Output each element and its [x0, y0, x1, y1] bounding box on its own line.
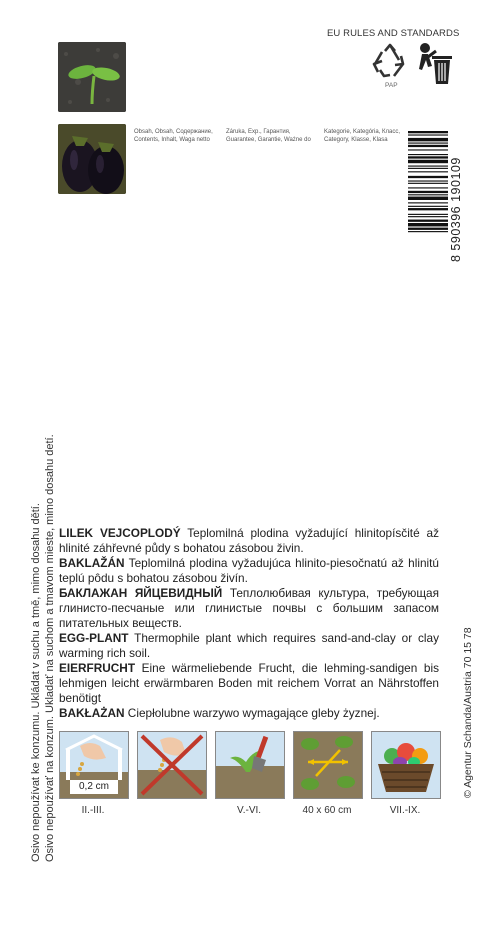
barcode-bar	[408, 149, 448, 150]
barcode-bar	[408, 168, 448, 169]
barcode-bar	[408, 160, 448, 163]
description-de: EIERFRUCHT Eine wärmeliebende Frucht, die lehming-sandigen bis lehmigen leicht erwärmbaren Boden mit reichem Vorrat an Nährstoffen benötigt	[59, 661, 439, 705]
harvest-basket-icon	[371, 731, 441, 799]
description-sk: BAKLAŽÁN Teplomilná plodina vyžadujúca hlinito-piesočnatú až hlinitú teplú pôdu s bohatou zásobou živín.	[59, 556, 439, 585]
sowing-indoors-icon	[59, 731, 129, 799]
barcode-bar	[408, 194, 448, 195]
sowing-months: II.-III.	[81, 805, 105, 816]
description-en: EGG-PLANT Thermophile plant which requires sand-and-clay or clay warming rich soil.	[59, 631, 439, 660]
barcode-bar	[408, 143, 448, 144]
barcode-number: 8 590396 190109	[449, 157, 463, 262]
barcode-bar	[408, 138, 448, 141]
barcode-bar	[408, 231, 448, 232]
barcode-bar	[408, 154, 448, 155]
barcode-bar	[408, 187, 448, 188]
publisher-note: © Agentur Schanda/Austria 70 15 78	[462, 627, 474, 798]
barcode-bar	[408, 176, 448, 178]
barcode-bar	[408, 134, 448, 135]
barcode-bar	[408, 202, 448, 203]
description-pl: BAKŁAŻAN Ciepłolubne warzywo wymagające gleby żyznej.	[59, 706, 380, 720]
eu-rules-title: EU RULES AND STANDARDS	[327, 28, 460, 39]
spacing-label: 40 x 60 cm	[302, 805, 352, 816]
barcode-bar	[408, 228, 448, 230]
barcode-bar	[408, 183, 448, 184]
guarantee-label: Záruka, Exp., Гарантия, Guarantee, Garantie, Ważne do	[226, 129, 311, 143]
trash-bin-icon	[414, 40, 454, 91]
description-ru: БАКЛАЖАН ЯЙЦЕВИДНЫЙ Теплолюбивая культура, требующая глинисто-песчаные или глинистые почвы с большим запасом питательных веществ.	[59, 586, 439, 630]
description-block	[59, 526, 439, 721]
storage-note-sk: Osivo nepoužívať na konzum. Ukladať na suchom a tmavom mieste, mimo dosahu detí.	[44, 434, 56, 862]
spacing-icon	[293, 731, 363, 799]
barcode-bar	[408, 220, 448, 222]
contents-label: Obsah, Obsah, Содержание, Contents, Inhalt, Waga netto	[134, 129, 213, 143]
barcode-bar	[408, 214, 448, 215]
barcode-bar	[408, 166, 448, 167]
barcode-bar	[408, 171, 448, 172]
description-cz: LILEK VEJCOPLODÝ Teplomilná plodina vyžadující hlinitopísčité až hlinité záhřevné půdy s bohatou zásobou živin.	[59, 526, 439, 555]
barcode-bar	[408, 145, 448, 147]
category-label: Kategorie, Kategória, Класс, Category, Klasse, Klasa	[324, 129, 401, 143]
barcode-bar	[408, 206, 448, 207]
eggplant-photo	[58, 124, 126, 194]
harvest-months: VII.-IX.	[389, 805, 421, 816]
no-direct-sowing-icon	[137, 731, 207, 799]
barcode-bar	[408, 131, 448, 133]
transplanting-icon	[215, 731, 285, 799]
barcode-bar	[408, 156, 448, 158]
recycle-label: PAP	[385, 82, 398, 89]
barcode-bar	[408, 223, 448, 226]
seedling-photo	[58, 42, 126, 112]
storage-note-cz: Osivo nepoužívat ke konzumu. Ukládat v suchu a tmě, mimo dosahu dětí.	[30, 503, 42, 862]
barcode-bar	[408, 197, 448, 200]
transplant-months: V.-VI.	[236, 805, 262, 816]
barcode-bar	[408, 208, 448, 210]
sowing-depth: 0,2 cm	[78, 781, 109, 792]
barcode-bar	[408, 216, 448, 217]
barcode-bar	[408, 180, 448, 181]
recycle-icon	[370, 42, 410, 87]
barcode-bar	[408, 191, 448, 193]
